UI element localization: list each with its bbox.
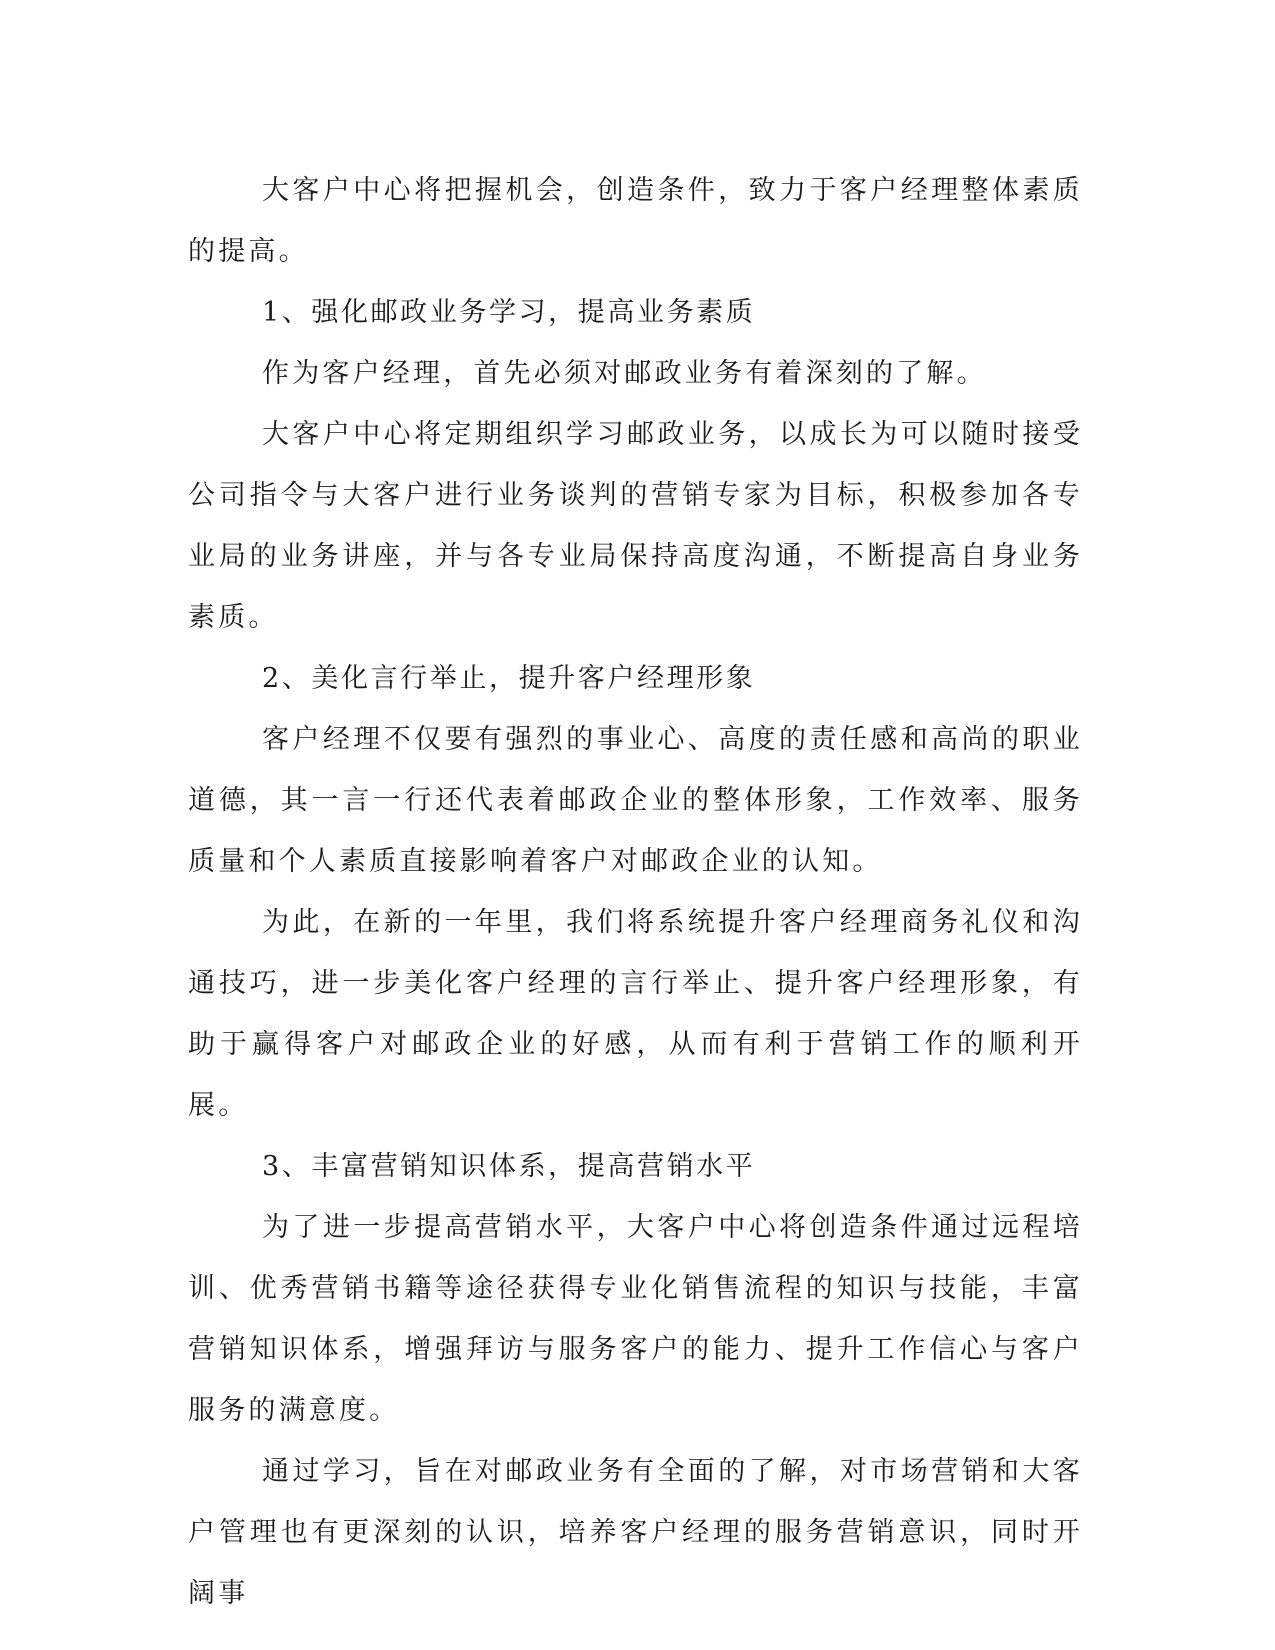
paragraph: 作为客户经理，首先必须对邮政业务有着深刻的了解。 [262, 358, 987, 389]
paragraph: 为了进一步提高营销水平，大客户中心将创造条件通过远程培训、优秀营销书籍等途径获得专业化销售流程的知识与技能，丰富营销知识体系，增强拜访与服务客户的能力、提升工作信心与客户服务的满意度。 [188, 1212, 1083, 1426]
document-body [188, 160, 1083, 1624]
paragraph: 大客户中心将定期组织学习邮政业务，以成长为可以随时接受公司指令与大客户进行业务谈判的营销专家为目标，积极参加各专业局的业务讲座，并与各专业局保持高度沟通，不断提高自身业务素质。 [188, 419, 1083, 633]
paragraph-intro: 大客户中心将把握机会，创造条件，致力于客户经理整体素质的提高。 [188, 175, 1083, 267]
section-heading-1: 1、强化邮政业务学习，提高业务素质 [262, 297, 756, 328]
paragraph: 通过学习，旨在对邮政业务有全面的了解，对市场营销和大客户管理也有更深刻的认识，培养客户经理的服务营销意识，同时开阔事 [188, 1456, 1083, 1609]
section-heading-2: 2、美化言行举止，提升客户经理形象 [262, 663, 756, 694]
paragraph: 为此，在新的一年里，我们将系统提升客户经理商务礼仪和沟通技巧，进一步美化客户经理的言行举止、提升客户经理形象，有助于赢得客户对邮政企业的好感，从而有利于营销工作的顺利开展。 [188, 907, 1083, 1121]
paragraph: 客户经理不仅要有强烈的事业心、高度的责任感和高尚的职业道德，其一言一行还代表着邮政企业的整体形象，工作效率、服务质量和个人素质直接影响着客户对邮政企业的认知。 [188, 724, 1083, 877]
section-heading-3: 3、丰富营销知识体系，提高营销水平 [262, 1151, 756, 1182]
